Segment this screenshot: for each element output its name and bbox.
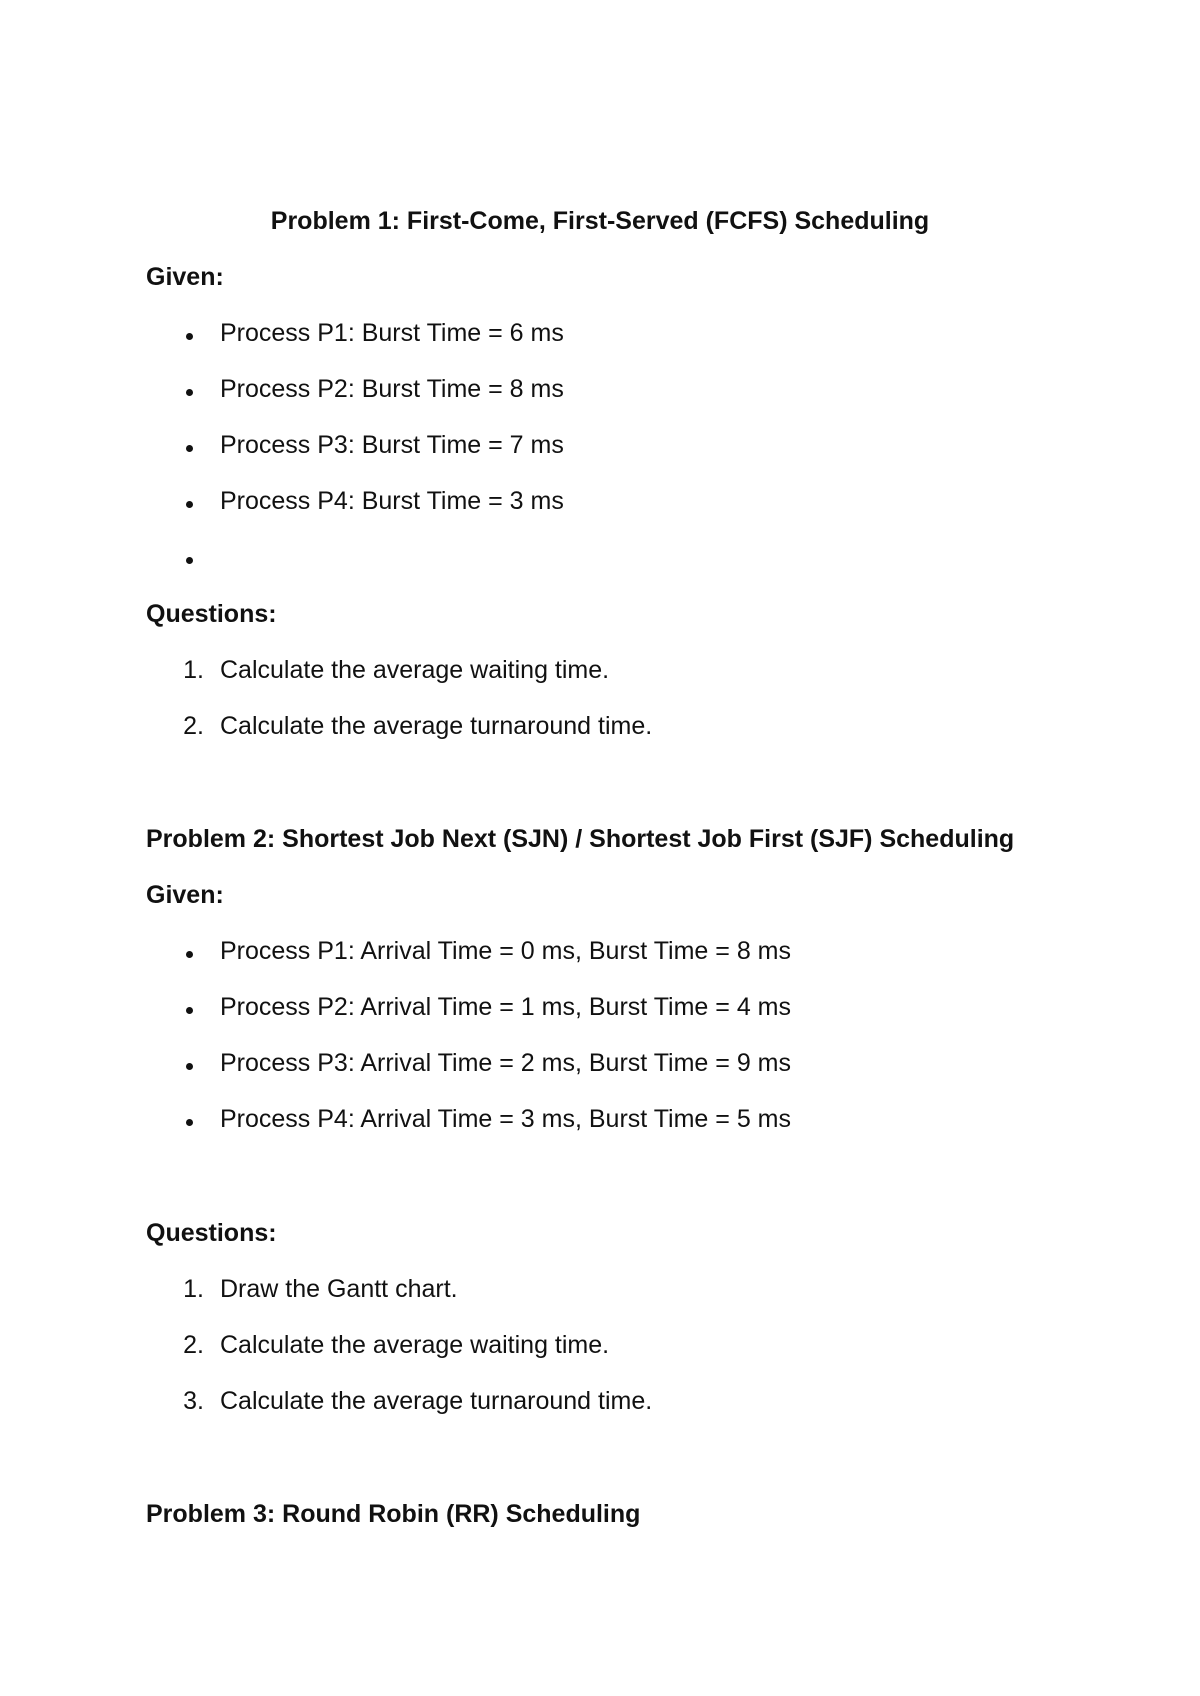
problem-1-title: Problem 1: First-Come, First-Served (FCFS) Scheduling xyxy=(270,207,930,235)
bullet-icon xyxy=(186,1007,193,1014)
problem-1-given-item: Process P4: Burst Time = 3 ms xyxy=(220,487,564,515)
problem-2-given-item: Process P3: Arrival Time = 2 ms, Burst Time = 9 ms xyxy=(220,1049,791,1077)
problem-2-question: Draw the Gantt chart. xyxy=(220,1275,458,1303)
problem-2-given-item: Process P4: Arrival Time = 3 ms, Burst Time = 5 ms xyxy=(220,1105,791,1133)
problem-2-given-label: Given: xyxy=(146,881,224,909)
problem-2-question: Calculate the average turnaround time. xyxy=(220,1387,653,1415)
question-number: 1. xyxy=(183,656,204,684)
bullet-icon xyxy=(186,1119,193,1126)
problem-1-questions-label: Questions: xyxy=(146,600,277,628)
question-number: 1. xyxy=(183,1275,204,1303)
problem-1-given-item: Process P2: Burst Time = 8 ms xyxy=(220,375,564,403)
problem-2-given-item: Process P1: Arrival Time = 0 ms, Burst Time = 8 ms xyxy=(220,937,791,965)
problem-1-given-label: Given: xyxy=(146,263,224,291)
problem-2-question: Calculate the average waiting time. xyxy=(220,1331,610,1359)
bullet-icon xyxy=(186,333,193,340)
bullet-icon xyxy=(186,951,193,958)
problem-2-given-item: Process P2: Arrival Time = 1 ms, Burst Time = 4 ms xyxy=(220,993,791,1021)
question-number: 2. xyxy=(183,712,204,740)
bullet-icon xyxy=(186,445,193,452)
problem-2-title: Problem 2: Shortest Job Next (SJN) / Shortest Job First (SJF) Scheduling xyxy=(146,825,1015,853)
problem-1-question: Calculate the average turnaround time. xyxy=(220,712,653,740)
problem-1-given-item: Process P3: Burst Time = 7 ms xyxy=(220,431,564,459)
problem-1-given-item: Process P1: Burst Time = 6 ms xyxy=(220,319,564,347)
problem-3-title: Problem 3: Round Robin (RR) Scheduling xyxy=(146,1500,641,1528)
bullet-icon xyxy=(186,1063,193,1070)
question-number: 3. xyxy=(183,1387,204,1415)
question-number: 2. xyxy=(183,1331,204,1359)
bullet-icon xyxy=(186,501,193,508)
problem-1-question: Calculate the average waiting time. xyxy=(220,656,610,684)
problem-2-questions-label: Questions: xyxy=(146,1219,277,1247)
bullet-icon xyxy=(186,557,193,564)
bullet-icon xyxy=(186,389,193,396)
